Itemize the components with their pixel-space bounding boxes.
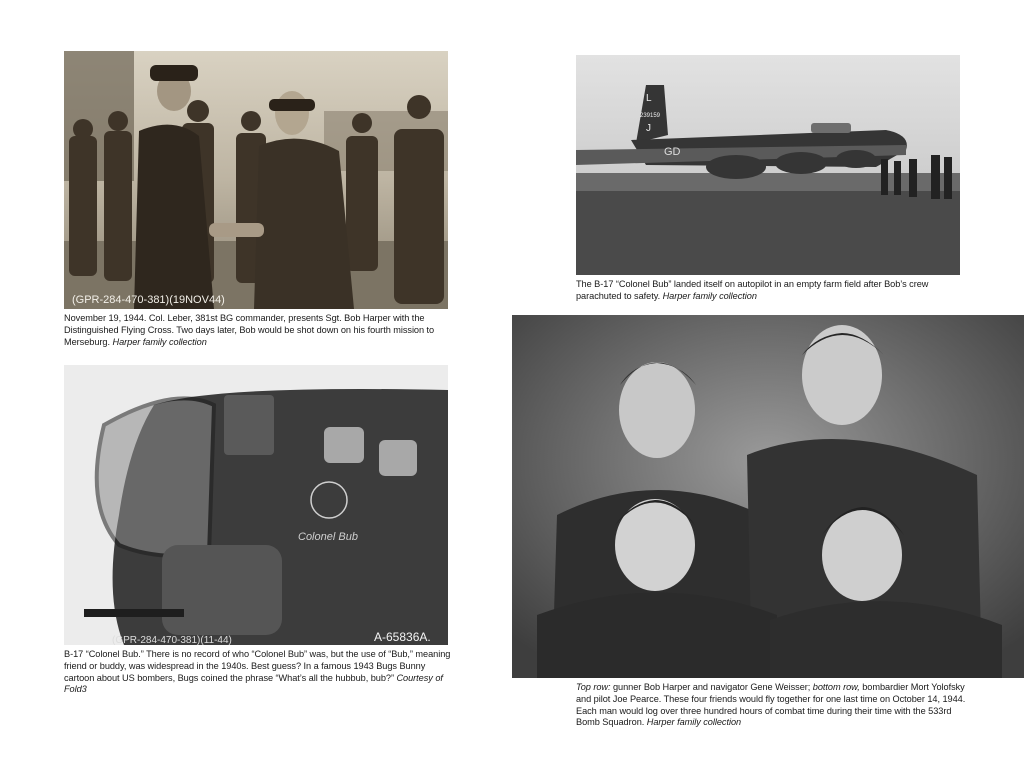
nose-image [64,365,448,645]
photo-nose-art [64,365,448,645]
caption-crew-top-label: Top row: [576,682,611,692]
photo-farm-landing [576,55,960,275]
caption-farm-credit: Harper family collection [662,290,757,301]
tail-letter-top: L [646,93,652,104]
tail-serial: 239159 [640,113,661,119]
caption-nose-credit: Courtesy of Fold3 [64,672,443,695]
caption-ceremony-text: November 19, 1944. Col. Leber, 381st BG commander, presents Sgt. Bob Harper with the Distinguished Flying Cross. Two days later, Bob would be shot down on his fourth mission to Merseburg. [64,313,435,347]
ceremony-image [64,51,448,309]
ceremony-negative-mark: (GPR-284-470-381)(19NOV44) [72,294,225,306]
caption-crew-credit: Harper family collection [646,717,742,728]
caption-ceremony [64,313,452,348]
caption-ceremony-credit: Harper family collection [112,336,207,347]
caption-nose [64,649,452,696]
nose-negative-mark: A-65836A. [374,630,431,644]
tail-letter-bottom: J [646,123,651,134]
caption-crew [576,682,968,729]
caption-nose-text: B-17 “Colonel Bub.” There is no record of who “Colonel Bub” was, but the use of “Bub,” meaning friend or buddy, was widespread in the 1940s. Best guess? In a famous 1943 Bugs Bunny cartoon about US bombers, Bugs coined the phrase “What’s all the hubbub, bub?” [64,649,451,683]
farm-image [576,55,960,275]
nose-negative-mark-left: (GPR-284-470-381)(11-44) [112,635,232,645]
caption-farm [576,279,966,303]
photo-medal-ceremony [64,51,448,309]
caption-farm-text: The B-17 “Colonel Bub” landed itself on autopilot in an empty farm field after Bob’s crew parachuted to safety. [576,279,929,301]
photo-crew-portrait [512,315,1024,678]
caption-crew-rest: bombardier Mort Yolofsky and pilot Joe Pearce. These four friends would fly together for one last time on October 14, 1944. Each man would log over three hundred hours of combat time during their time with the 533rd Bomb Squadron. [576,682,966,728]
fuselage-code: GD [664,146,681,158]
caption-crew-top: gunner Bob Harper and navigator Gene Weisser; [610,682,813,692]
caption-crew-bottom-label: bottom row, [812,682,860,692]
nose-art-text: Colonel Bub [298,531,358,543]
crew-image [512,315,1024,678]
